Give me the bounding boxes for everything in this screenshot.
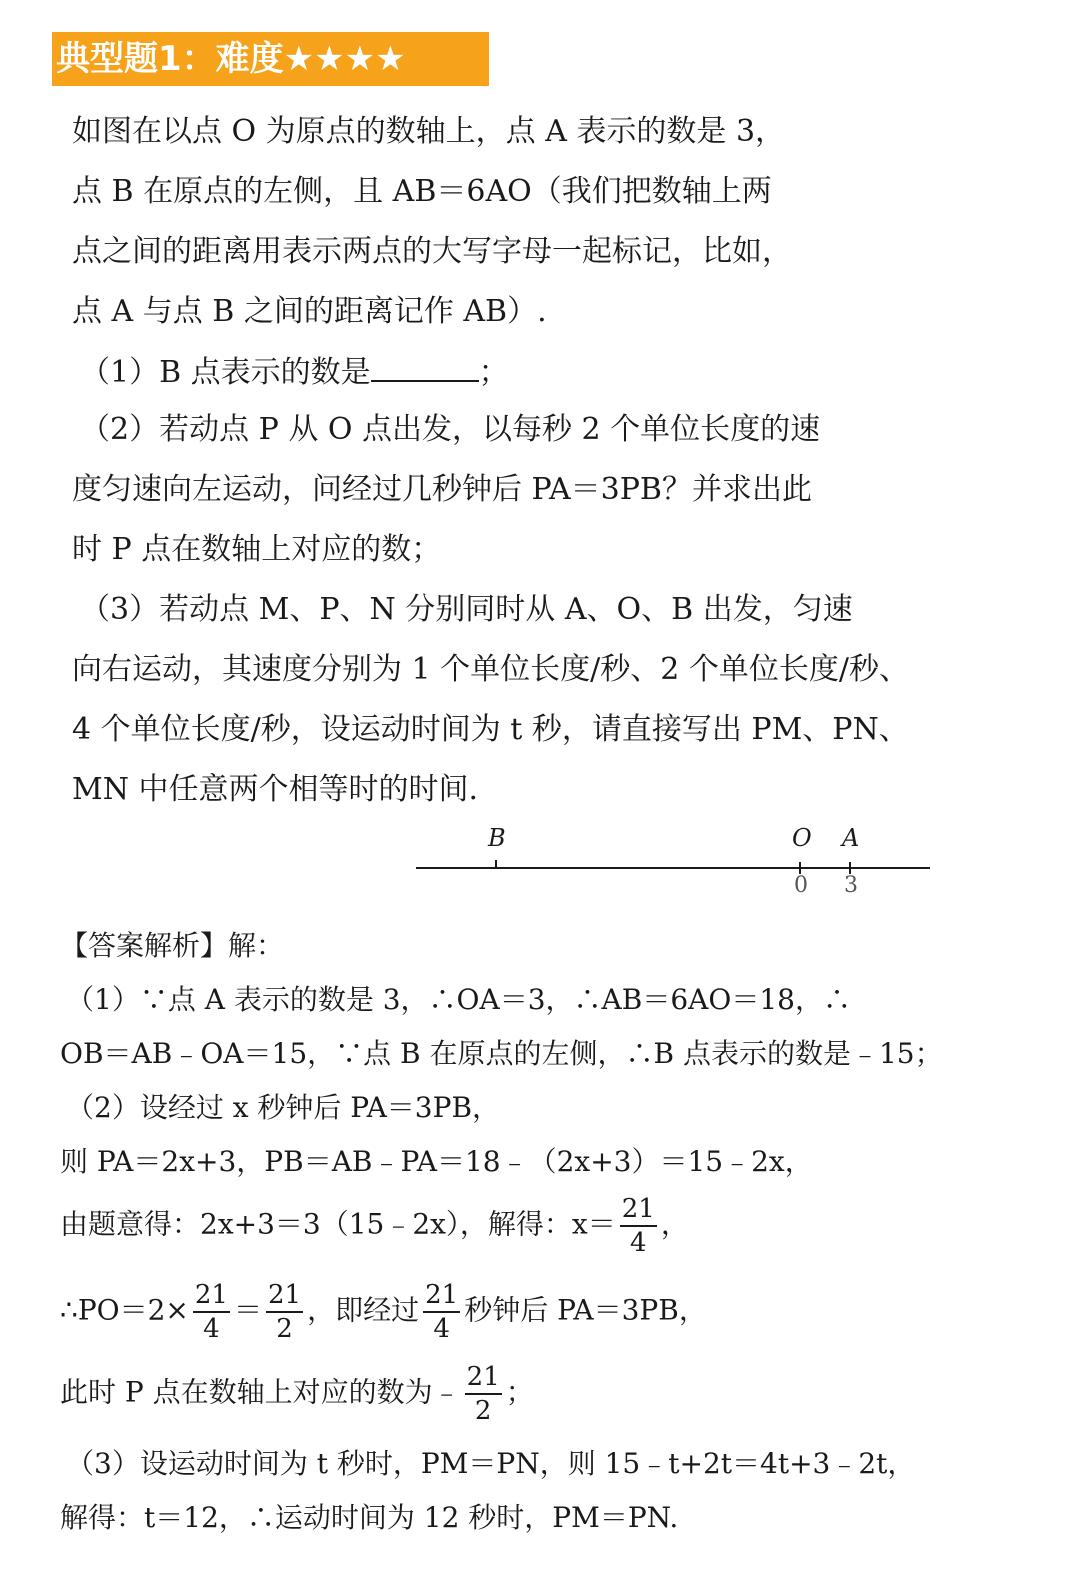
question-3-line-2: 向右运动，其速度分别为 1 个单位长度/秒、2 个单位长度/秒、	[72, 652, 909, 687]
answer-line-4: 则 PA＝2x+3，PB＝AB﹣PA＝18﹣（2x+3）＝15﹣2x，	[60, 1145, 813, 1178]
answer-line-7	[60, 1364, 534, 1424]
fraction-denominator: 2	[276, 1314, 293, 1344]
problem-line-1: 如图在以点 O 为原点的数轴上，点 A 表示的数是 3，	[72, 114, 786, 149]
question-2-line-1: （2）若动点 P 从 O 点出发，以每秒 2 个单位长度的速	[80, 412, 821, 447]
answer-line-2: OB＝AB﹣OA＝15，∵点 B 在原点的左侧，∴B 点表示的数是﹣15；	[60, 1037, 943, 1070]
answer-header: 【答案解析】解：	[60, 929, 285, 962]
answer-line-9: 解得：t＝12，∴运动时间为 12 秒时，PM＝PN.	[60, 1501, 679, 1534]
problem-line-3: 点之间的距离用表示两点的大写字母一起标记，比如，	[72, 234, 792, 269]
question-3-line-4: MN 中任意两个相等时的时间.	[72, 772, 479, 807]
fraction-denominator: 4	[433, 1314, 450, 1344]
number-line-figure	[410, 818, 940, 898]
answer-line-5	[60, 1196, 689, 1256]
fraction-numerator: 21	[465, 1364, 502, 1395]
answer-line-6-start: ∴PO＝2×	[60, 1293, 189, 1327]
difficulty-title: 典型题1：难度★★★★	[52, 32, 489, 86]
answer-line-7-end: ；	[505, 1375, 534, 1409]
question-2-line-3: 时 P 点在数轴上对应的数；	[72, 532, 442, 567]
fraction-21-4	[193, 1282, 230, 1342]
number-0: 0	[794, 873, 808, 898]
label-o: O	[792, 824, 812, 852]
fraction-21-2	[465, 1364, 502, 1424]
answer-blank	[371, 352, 479, 382]
fraction-21-4	[620, 1196, 657, 1256]
answer-line-6-end: 秒钟后 PA＝3PB，	[464, 1293, 707, 1327]
answer-line-5-text: 由题意得：2x+3＝3（15﹣2x），解得：x＝	[60, 1207, 616, 1241]
question-3-line-3: 4 个单位长度/秒，设运动时间为 t 秒，请直接写出 PM、PN、	[72, 712, 909, 747]
fraction-21-4	[423, 1282, 460, 1342]
label-a: A	[842, 824, 860, 852]
answer-line-7-text: 此时 P 点在数轴上对应的数为﹣	[60, 1375, 461, 1409]
fraction-numerator: 21	[193, 1282, 230, 1313]
answer-line-5-end: ，	[660, 1207, 689, 1241]
question-1-end: ；	[478, 355, 509, 390]
equals-sign: ＝	[233, 1293, 262, 1327]
question-2-line-2: 度匀速向左运动，问经过几秒钟后 PA＝3PB？并求出此	[72, 472, 812, 507]
question-1	[80, 352, 509, 393]
answer-line-6-mid: ，即经过	[307, 1293, 420, 1327]
question-1-text: （1）B 点表示的数是	[80, 355, 371, 390]
fraction-denominator: 2	[474, 1396, 492, 1426]
answer-line-3: （2）设经过 x 秒钟后 PA＝3PB，	[66, 1091, 501, 1124]
answer-line-6	[60, 1282, 707, 1342]
answer-line-8: （3）设运动时间为 t 秒时，PM＝PN，则 15﹣t+2t＝4t+3﹣2t，	[66, 1447, 916, 1480]
answer-line-1: （1）∵点 A 表示的数是 3，∴OA＝3，∴AB＝6AO＝18，∴	[66, 983, 851, 1016]
fraction-21-2	[266, 1282, 303, 1342]
label-b: B	[488, 824, 506, 852]
fraction-numerator: 21	[620, 1196, 657, 1227]
problem-line-4: 点 A 与点 B 之间的距离记作 AB）.	[72, 294, 547, 329]
fraction-numerator: 21	[266, 1282, 303, 1313]
fraction-denominator: 4	[630, 1228, 647, 1258]
problem-line-2: 点 B 在原点的左侧，且 AB＝6AO（我们把数轴上两	[72, 174, 772, 209]
fraction-denominator: 4	[203, 1314, 220, 1344]
fraction-numerator: 21	[423, 1282, 460, 1313]
question-3-line-1: （3）若动点 M、P、N 分别同时从 A、O、B 出发，匀速	[80, 592, 853, 627]
number-3: 3	[844, 873, 858, 898]
